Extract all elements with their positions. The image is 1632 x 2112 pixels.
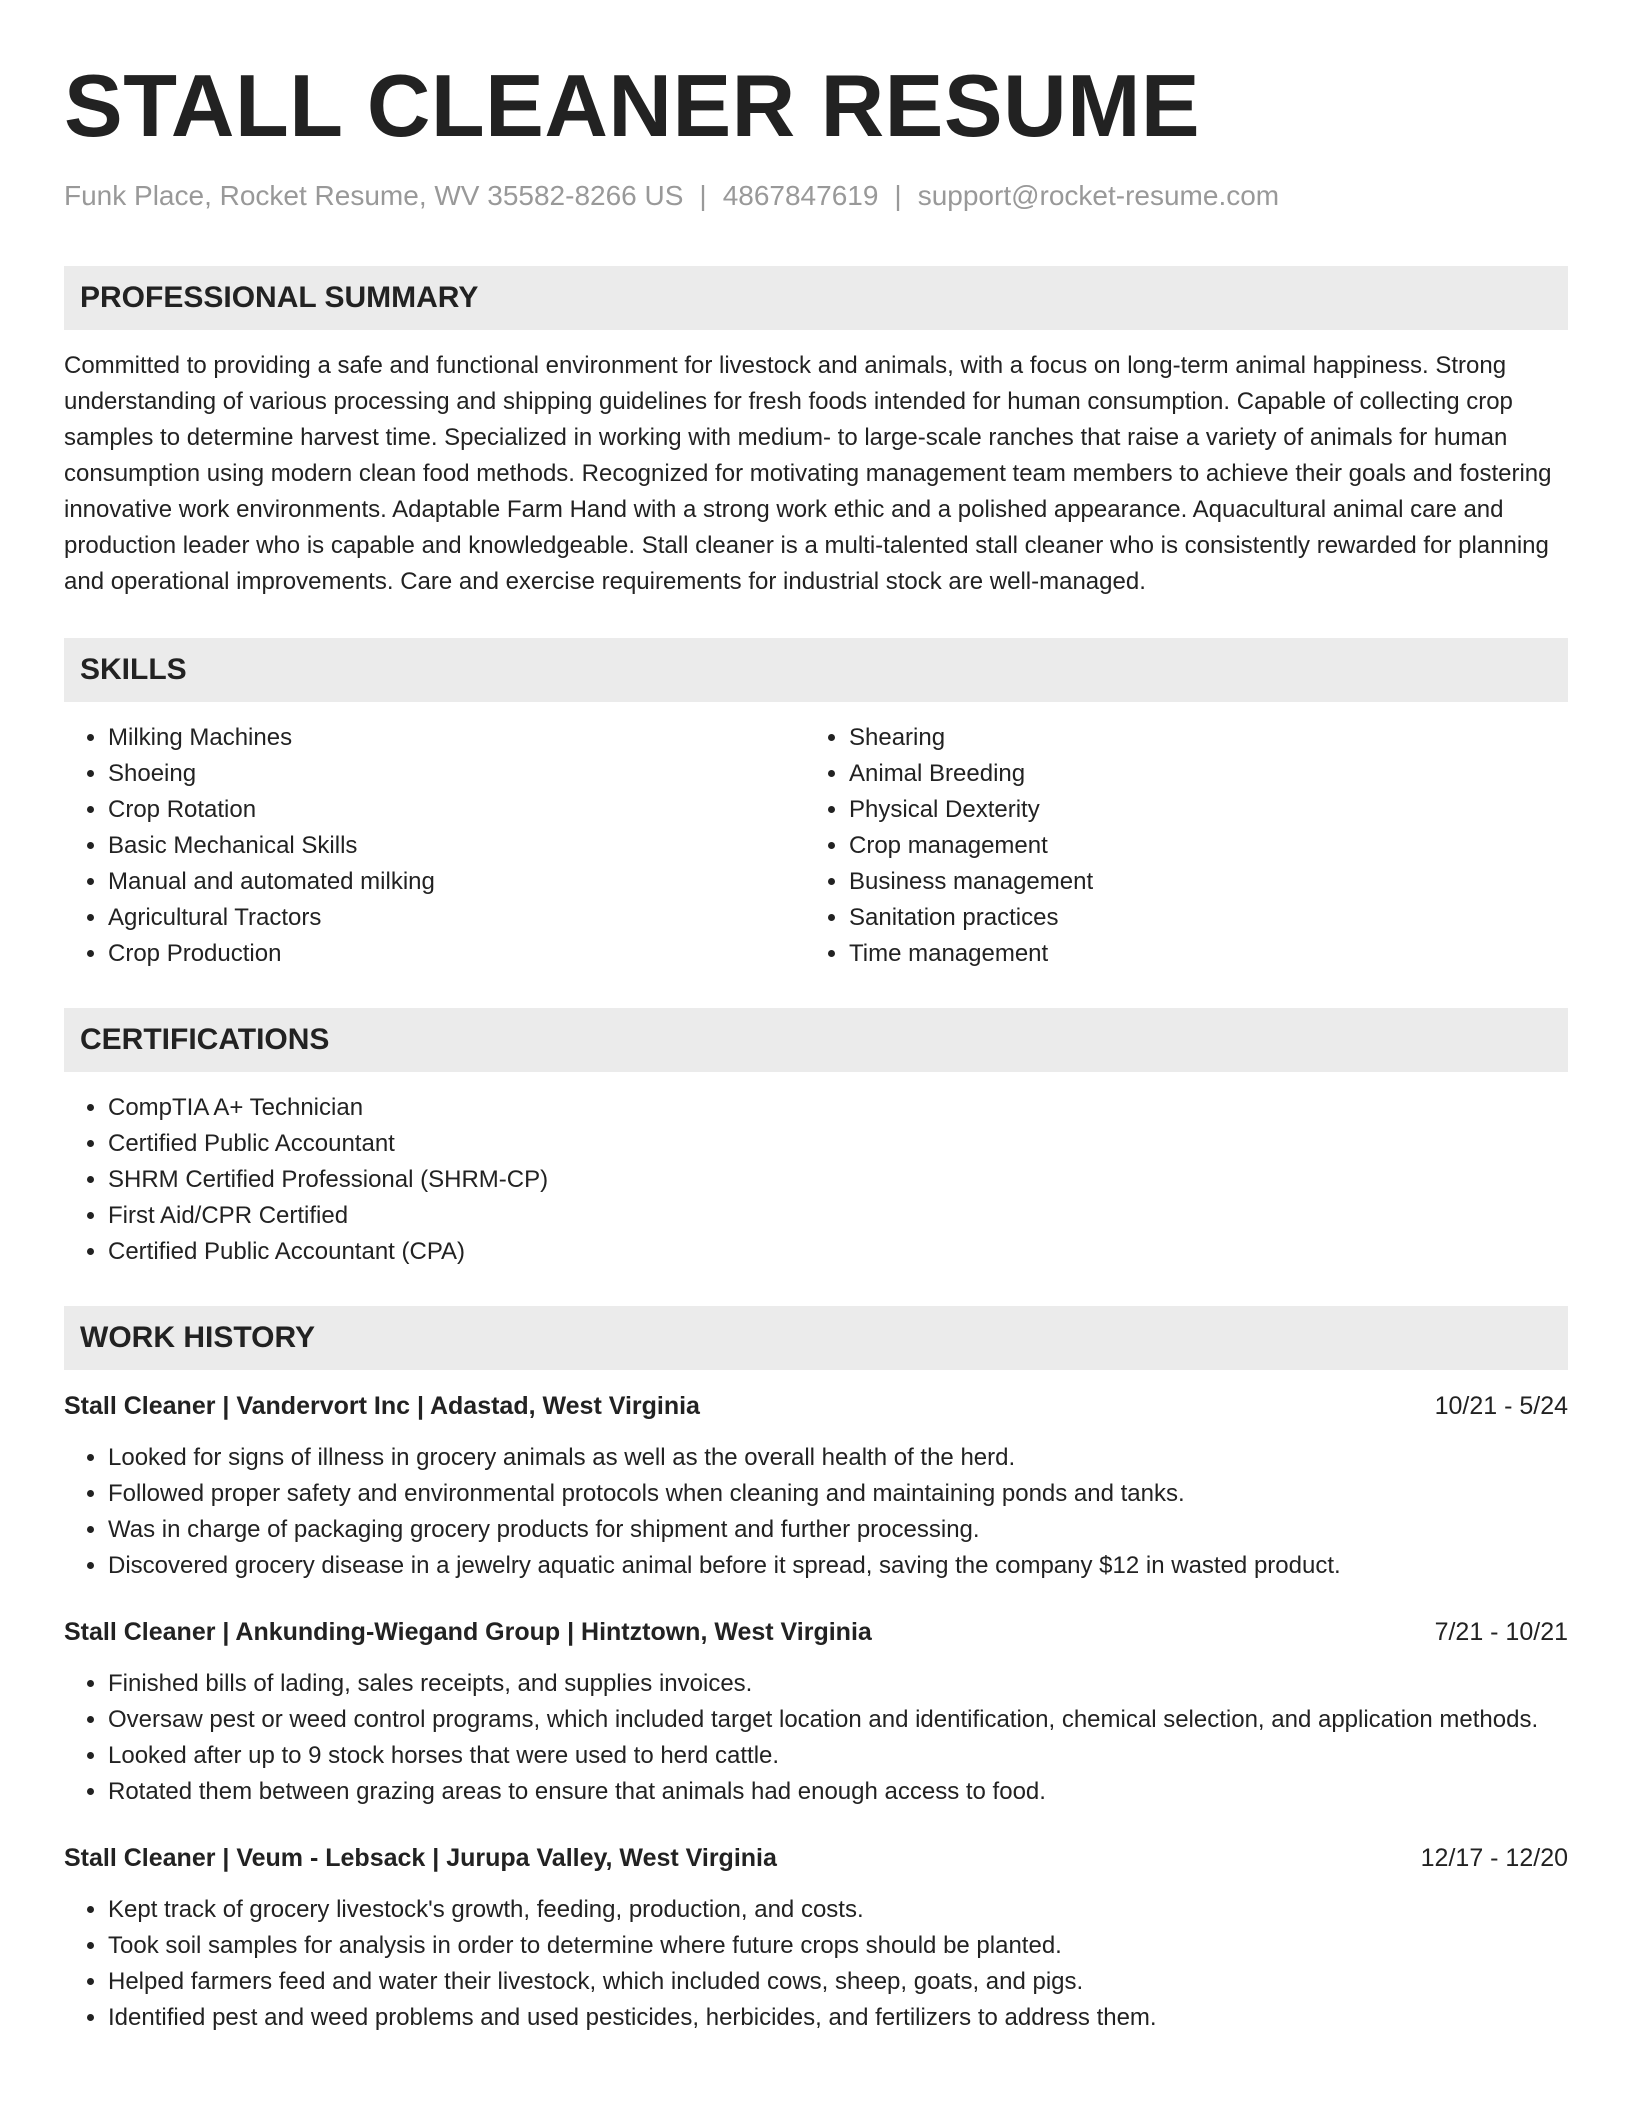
certifications-list (64, 1090, 1568, 1270)
job-title: Stall Cleaner | Vandervort Inc | Adastad, West Virginia (64, 1392, 700, 1420)
job-bullet: • Oversaw pest or weed control programs, which included target location and identification, chemical selection, and application methods. (108, 1702, 1568, 1738)
contact-line (64, 178, 1568, 214)
job-title: Stall Cleaner | Veum - Lebsack | Jurupa Valley, West Virginia (64, 1844, 777, 1872)
job-bullet: • Followed proper safety and environmental protocols when cleaning and maintaining ponds and tanks. (108, 1476, 1568, 1512)
job-entry (64, 1614, 1568, 1810)
skill-item: • Animal Breeding (849, 756, 1546, 792)
job-bullet: • Identified pest and weed problems and used pesticides, herbicides, and fertilizers to address them. (108, 2000, 1568, 2036)
job-bullet: • Rotated them between grazing areas to ensure that animals had enough access to food. (108, 1774, 1568, 1810)
job-bullet: • Took soil samples for analysis in order to determine where future crops should be planted. (108, 1928, 1568, 1964)
contact-email[interactable]: support@rocket-resume.com (917, 180, 1280, 211)
job-header (64, 1614, 1568, 1650)
job-bullet: • Looked for signs of illness in grocery animals as well as the overall health of the herd. (108, 1440, 1568, 1476)
skill-item: • Milking Machines (108, 720, 805, 756)
job-bullet: • Looked after up to 9 stock horses that were used to herd cattle. (108, 1738, 1568, 1774)
certification-item: • SHRM Certified Professional (SHRM-CP) (108, 1162, 1568, 1198)
certifications-heading: CERTIFICATIONS (64, 1008, 1568, 1072)
certification-item: • Certified Public Accountant (CPA) (108, 1234, 1568, 1270)
certification-item: • Certified Public Accountant (108, 1126, 1568, 1162)
skill-item: • Shearing (849, 720, 1546, 756)
skill-item: • Basic Mechanical Skills (108, 828, 805, 864)
job-header (64, 1840, 1568, 1876)
job-dates: 7/21 - 10/21 (1434, 1618, 1568, 1646)
job-entry (64, 1840, 1568, 2036)
skill-item: • Sanitation practices (849, 900, 1546, 936)
contact-separator: | (699, 180, 707, 211)
summary-text: Committed to providing a safe and functional environment for livestock and animals, with a focus on long-term animal happiness. Strong understanding of various processing and shipping guidelines for fresh foods intended for human consumption. Capable of collecting crop samples to determine harvest time. Specialized in working with medium- to large-scale ranches that raise a variety of animals for human consumption using modern clean food methods. Recognized for motivating management team members to achieve their goals and fostering innovative work environments. Adaptable Farm Hand with a strong work ethic and a polished appearance. Aquacultural animal care and production leader who is capable and knowledgeable. Stall cleaner is a multi-talented stall cleaner who is consistently rewarded for planning and operational improvements. Care and exercise requirements for industrial stock are well-managed. (64, 352, 1552, 595)
contact-separator: | (894, 180, 902, 211)
skill-item: • Crop management (849, 828, 1546, 864)
job-title: Stall Cleaner | Ankunding-Wiegand Group | Hintztown, West Virginia (64, 1618, 872, 1646)
job-bullets (64, 1892, 1568, 2036)
skills-heading: SKILLS (64, 638, 1568, 702)
skill-item: • Physical Dexterity (849, 792, 1546, 828)
job-dates: 12/17 - 12/20 (1420, 1844, 1568, 1872)
resume-title: STALL CLEANER RESUME (64, 56, 1201, 155)
job-bullet: • Finished bills of lading, sales receipts, and supplies invoices. (108, 1666, 1568, 1702)
skills-column-right (805, 720, 1546, 972)
skill-item: • Time management (849, 936, 1546, 972)
job-entry (64, 1388, 1568, 1584)
skills-column-left (64, 720, 805, 972)
summary-heading: PROFESSIONAL SUMMARY (64, 266, 1568, 330)
job-bullet: • Was in charge of packaging grocery products for shipment and further processing. (108, 1512, 1568, 1548)
skill-item: • Crop Production (108, 936, 805, 972)
contact-address: Funk Place, Rocket Resume, WV 35582-8266 US (64, 180, 684, 211)
skill-item: • Business management (849, 864, 1546, 900)
job-bullets (64, 1666, 1568, 1810)
certification-item: • First Aid/CPR Certified (108, 1198, 1568, 1234)
job-bullets (64, 1440, 1568, 1584)
job-bullet: • Kept track of grocery livestock's growth, feeding, production, and costs. (108, 1892, 1568, 1928)
skill-item: • Manual and automated milking (108, 864, 805, 900)
job-header (64, 1388, 1568, 1424)
skill-item: • Shoeing (108, 756, 805, 792)
contact-phone[interactable]: 4867847619 (722, 180, 879, 211)
certification-item: • CompTIA A+ Technician (108, 1090, 1568, 1126)
skill-item: • Crop Rotation (108, 792, 805, 828)
skill-item: • Agricultural Tractors (108, 900, 805, 936)
work-history-heading: WORK HISTORY (64, 1306, 1568, 1370)
job-bullet: • Helped farmers feed and water their livestock, which included cows, sheep, goats, and pigs. (108, 1964, 1568, 2000)
job-dates: 10/21 - 5/24 (1434, 1392, 1568, 1420)
skills-list (64, 720, 1568, 972)
job-bullet: • Discovered grocery disease in a jewelry aquatic animal before it spread, saving the company $12 in wasted product. (108, 1548, 1568, 1584)
